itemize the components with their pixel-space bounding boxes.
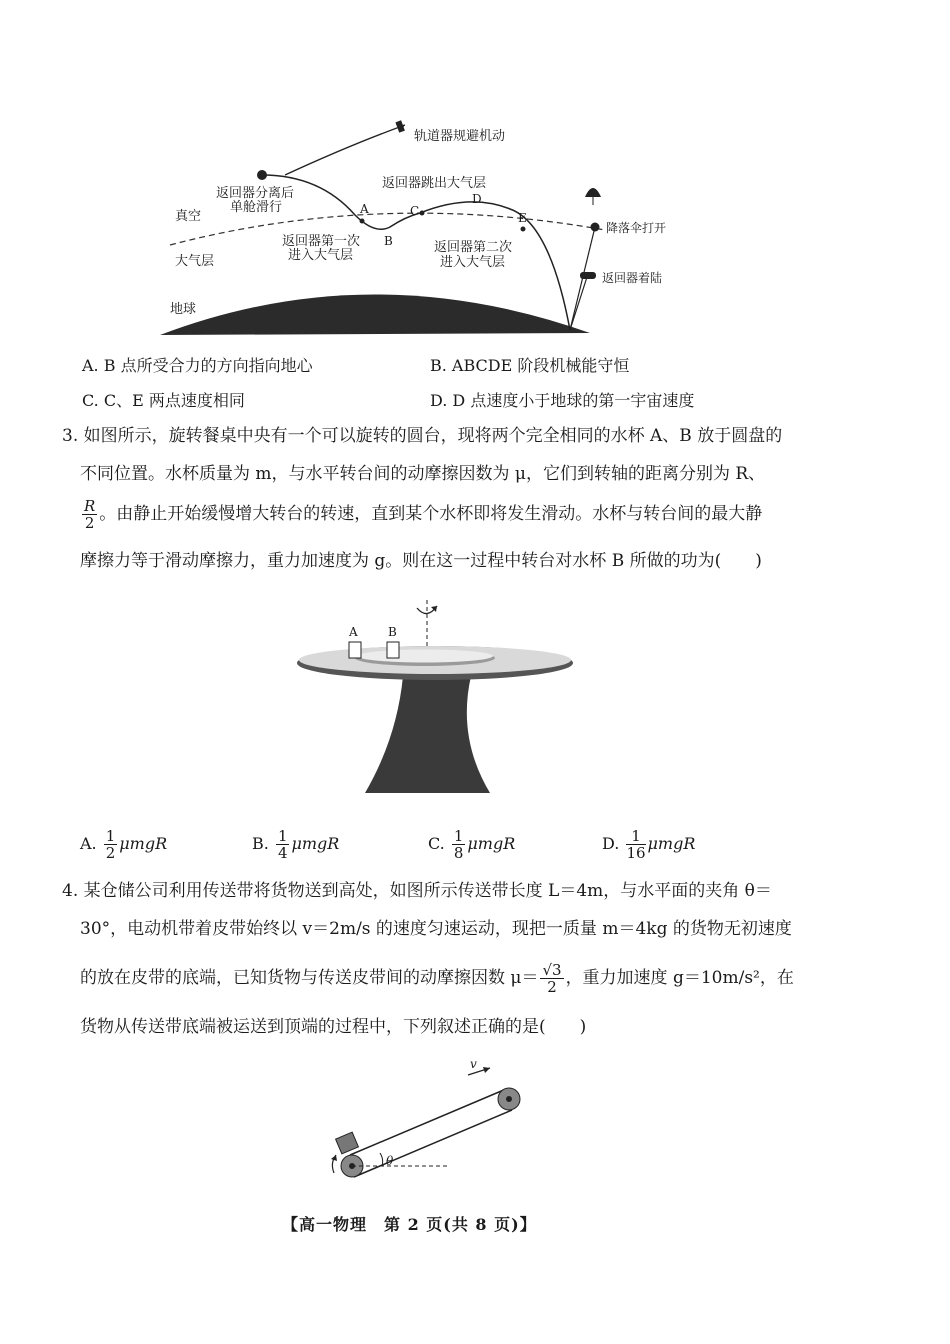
q3-option-d: D. $\frac{1}{16}$ μmgR: [602, 827, 696, 862]
conveyor-belt-figure: [320, 1055, 550, 1190]
q4-line-2: 30°，电动机带着皮带始终以 v＝2m/s 的速度匀速运动，现把一质量 m＝4kg 的货物无初速度: [80, 919, 792, 939]
first-entry-label-1: 返回器第一次: [282, 234, 361, 249]
orbiter-label: 轨道器规避机动: [414, 129, 506, 144]
earth-label: 地球: [170, 302, 197, 317]
cargo-box: [336, 1132, 359, 1154]
q2-option-c: C. C、E 两点速度相同: [82, 391, 245, 410]
point-a-marker: [360, 219, 365, 224]
q2-option-b: B. ABCDE 阶段机械能守恒: [430, 356, 630, 375]
q3-fraction: $\frac{R}{2}$: [84, 497, 96, 532]
q2-option-a: A. B 点所受合力的方向指向地心: [82, 356, 313, 375]
point-b-label: B: [384, 234, 393, 248]
page-footer: 【高一物理 第 2 页(共 8 页)】: [282, 1215, 537, 1234]
orbiter-trajectory: [285, 125, 405, 175]
q3-line-2: 不同位置。水杯质量为 m，与水平转台间的动摩擦因数为 μ，它们到转轴的距离分别为 R、: [80, 464, 766, 484]
table-pedestal: [365, 676, 490, 793]
cup-b-label: B: [388, 625, 397, 639]
cup-b: [387, 642, 399, 658]
cup-a: [349, 642, 361, 658]
point-e-marker: [521, 227, 526, 232]
second-entry-label-2: 进入大气层: [440, 255, 506, 270]
point-d-label: D: [472, 192, 482, 206]
q4-line-4: 货物从传送带底端被运送到顶端的过程中，下列叙述正确的是( ): [80, 1017, 587, 1037]
earth-shape: [160, 294, 590, 335]
skip-out-label: 返回器跳出大气层: [382, 176, 487, 191]
parachute-label: 降落伞打开: [606, 221, 667, 235]
rotating-table-figure: [285, 598, 585, 813]
separation-label-2: 单舱滑行: [230, 200, 283, 215]
point-c-marker: [420, 211, 425, 216]
landing-label: 返回器着陆: [602, 271, 663, 285]
velocity-label: v: [470, 1057, 477, 1071]
q3-option-b: B. $\frac{1}{4}$ μmgR: [252, 827, 340, 862]
separation-label-1: 返回器分离后: [216, 186, 295, 201]
atmosphere-label: 大气层: [175, 254, 215, 269]
point-a-label: A: [360, 202, 369, 216]
vacuum-label: 真空: [175, 209, 202, 224]
q4-line-1: 4. 某仓储公司利用传送带将货物送到高处，如图所示传送带长度 L＝4m，与水平面的夹角 θ＝: [62, 881, 772, 901]
q3-option-a: A. $\frac{1}{2}$ μmgR: [80, 827, 168, 862]
q3-line-4: 摩擦力等于滑动摩擦力，重力加速度为 g。则在这一过程中转台对水杯 B 所做的功为( ): [80, 551, 762, 571]
first-entry-label-2: 进入大气层: [288, 248, 354, 263]
q2-option-d: D. D 点速度小于地球的第一宇宙速度: [430, 391, 695, 410]
point-c-label: C: [410, 204, 420, 218]
cup-a-label: A: [349, 625, 358, 639]
q3-line-1: 3. 如图所示，旋转餐桌中央有一个可以旋转的圆台，现将两个完全相同的水杯 A、B 放于圆盘的: [62, 426, 783, 446]
parachute-icon: [585, 188, 601, 205]
q3-option-c: C. $\frac{1}{8}$ μmgR: [428, 827, 516, 862]
point-e-label: E: [518, 211, 527, 225]
reentry-trajectory-diagram: [150, 105, 667, 340]
second-entry-label-1: 返回器第二次: [434, 240, 513, 255]
q3-line-3: $\frac{R}{2}$ 。由静止开始缓慢增大转台的转速，直到某个水杯即将发生滑动。水杯与转台间的最大静: [84, 497, 763, 532]
theta-label: θ: [386, 1154, 394, 1168]
q4-line-3: 的放在皮带的底端，已知货物与传送皮带间的动摩擦因数 μ＝ $\frac{√3}{2}$ ，重力加速度 g＝10m/s²，在: [80, 961, 794, 996]
q4-mu-fraction: $\frac{√3}{2}$: [542, 961, 562, 996]
